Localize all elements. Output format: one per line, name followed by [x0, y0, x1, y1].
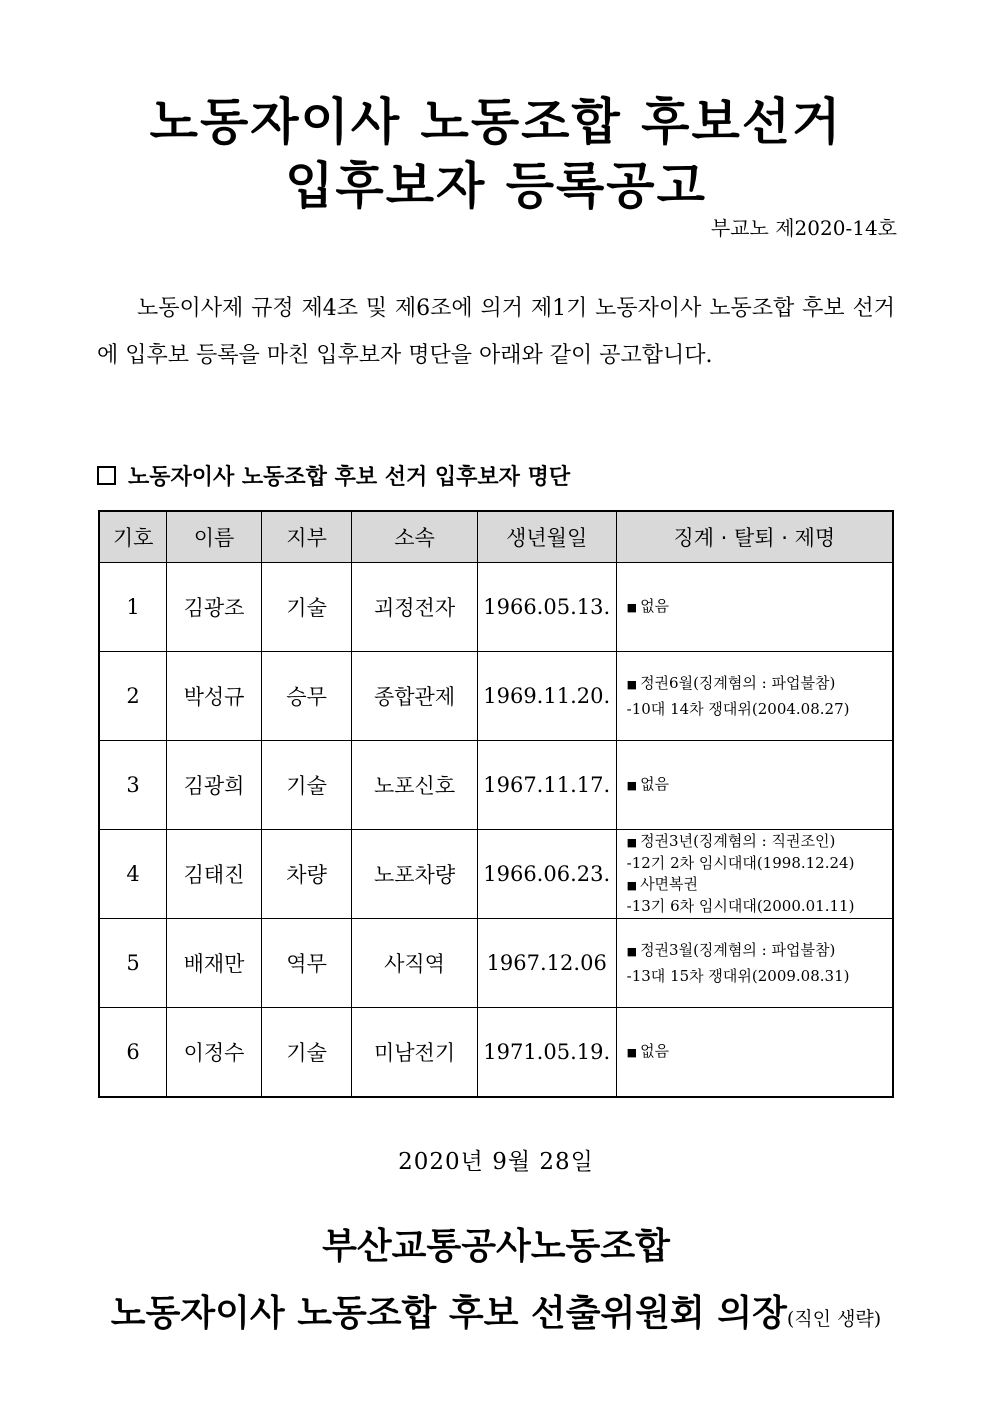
black-square-icon: ■ — [626, 836, 638, 849]
record-line: ■ 정권6월(징계혐의 : 파업불참) — [626, 674, 836, 692]
cell-records — [616, 1008, 893, 1098]
cell-records — [616, 919, 893, 1008]
table-row — [99, 830, 893, 919]
record-line: ■ 사면복권 — [626, 875, 699, 893]
table-row — [99, 1008, 893, 1098]
cell-branch: 승무 — [261, 652, 352, 741]
cell-branch: 기술 — [261, 563, 352, 652]
announcement-date: 2020년 9월 28일 — [398, 1149, 594, 1175]
black-square-icon: ■ — [626, 779, 638, 792]
column-header-records: 징계 · 탈퇴 · 제명 — [616, 511, 893, 563]
cell-name: 박성규 — [167, 652, 262, 741]
black-square-icon: ■ — [626, 879, 638, 892]
record-line: ■ 없음 — [626, 775, 670, 793]
cell-branch: 기술 — [261, 741, 352, 830]
black-square-icon: ■ — [626, 678, 638, 691]
record-line: -12기 2차 임시대대(1998.12.24) — [626, 854, 855, 872]
cell-number: 5 — [99, 919, 167, 1008]
cell-records — [616, 830, 893, 919]
announcement-body: 노동이사제 규정 제4조 및 제6조에 의거 제1기 노동자이사 노동조합 후보 선거에 입후보 등록을 마친 입후보자 명단을 아래와 같이 공고합니다. — [97, 296, 895, 368]
seal-note: (직인 생략) — [786, 1308, 882, 1330]
cell-dept: 사직역 — [352, 919, 477, 1008]
table-row — [99, 652, 893, 741]
record-line: ■ 없음 — [626, 597, 670, 615]
cell-name: 이정수 — [167, 1008, 262, 1098]
section-heading-label: 노동자이사 노동조합 후보 선거 입후보자 명단 — [128, 465, 571, 490]
cell-name: 김광조 — [167, 563, 262, 652]
cell-birth: 1966.05.13. — [477, 563, 616, 652]
cell-name: 배재만 — [167, 919, 262, 1008]
cell-number: 4 — [99, 830, 167, 919]
signer-line — [0, 1285, 992, 1336]
cell-branch: 기술 — [261, 1008, 352, 1098]
table-row — [99, 919, 893, 1008]
cell-number: 6 — [99, 1008, 167, 1098]
table-body — [99, 563, 893, 1098]
cell-records — [616, 563, 893, 652]
record-line: -10대 14차 쟁대위(2004.08.27) — [626, 700, 850, 718]
cell-birth: 1967.11.17. — [477, 741, 616, 830]
record-line: ■ 정권3월(징계혐의 : 파업불참) — [626, 941, 836, 959]
cell-records — [616, 652, 893, 741]
cell-dept: 미남전기 — [352, 1008, 477, 1098]
cell-branch: 차량 — [261, 830, 352, 919]
cell-dept: 괴정전자 — [352, 563, 477, 652]
column-header-branch: 지부 — [261, 511, 352, 563]
document-title-line-2: 입후보자 등록공고 — [285, 156, 707, 215]
checkbox-icon — [97, 466, 116, 485]
record-line: ■ 정권3년(징계혐의 : 직권조인) — [626, 832, 836, 850]
table-row — [99, 741, 893, 830]
cell-birth: 1967.12.06 — [477, 919, 616, 1008]
column-header-number: 기호 — [99, 511, 167, 563]
cell-number: 3 — [99, 741, 167, 830]
organization-name: 부산교통공사노동조합 — [322, 1226, 670, 1267]
cell-name: 김광희 — [167, 741, 262, 830]
black-square-icon: ■ — [626, 601, 638, 614]
cell-records — [616, 741, 893, 830]
table-row — [99, 563, 893, 652]
column-header-dept: 소속 — [352, 511, 477, 563]
cell-number: 2 — [99, 652, 167, 741]
candidate-table — [98, 510, 894, 1098]
cell-name: 김태진 — [167, 830, 262, 919]
cell-birth: 1969.11.20. — [477, 652, 616, 741]
record-line: ■ 없음 — [626, 1042, 670, 1060]
section-heading — [97, 460, 570, 491]
black-square-icon: ■ — [626, 1046, 638, 1059]
black-square-icon: ■ — [626, 945, 638, 958]
cell-dept: 노포차량 — [352, 830, 477, 919]
document-number: 부교노 제2020-14호 — [710, 216, 897, 240]
record-line: -13대 15차 쟁대위(2009.08.31) — [626, 967, 850, 985]
signer-title: 노동자이사 노동조합 후보 선출위원회 의장 — [110, 1293, 787, 1334]
column-header-name: 이름 — [167, 511, 262, 563]
cell-dept: 종합관제 — [352, 652, 477, 741]
cell-dept: 노포신호 — [352, 741, 477, 830]
cell-branch: 역무 — [261, 919, 352, 1008]
cell-birth: 1971.05.19. — [477, 1008, 616, 1098]
document-title-line-1: 노동자이사 노동조합 후보선거 — [149, 92, 843, 151]
column-header-birth: 생년월일 — [477, 511, 616, 563]
cell-number: 1 — [99, 563, 167, 652]
record-line: -13기 6차 임시대대(2000.01.11) — [626, 897, 855, 915]
cell-birth: 1966.06.23. — [477, 830, 616, 919]
table-header-row — [99, 511, 893, 563]
